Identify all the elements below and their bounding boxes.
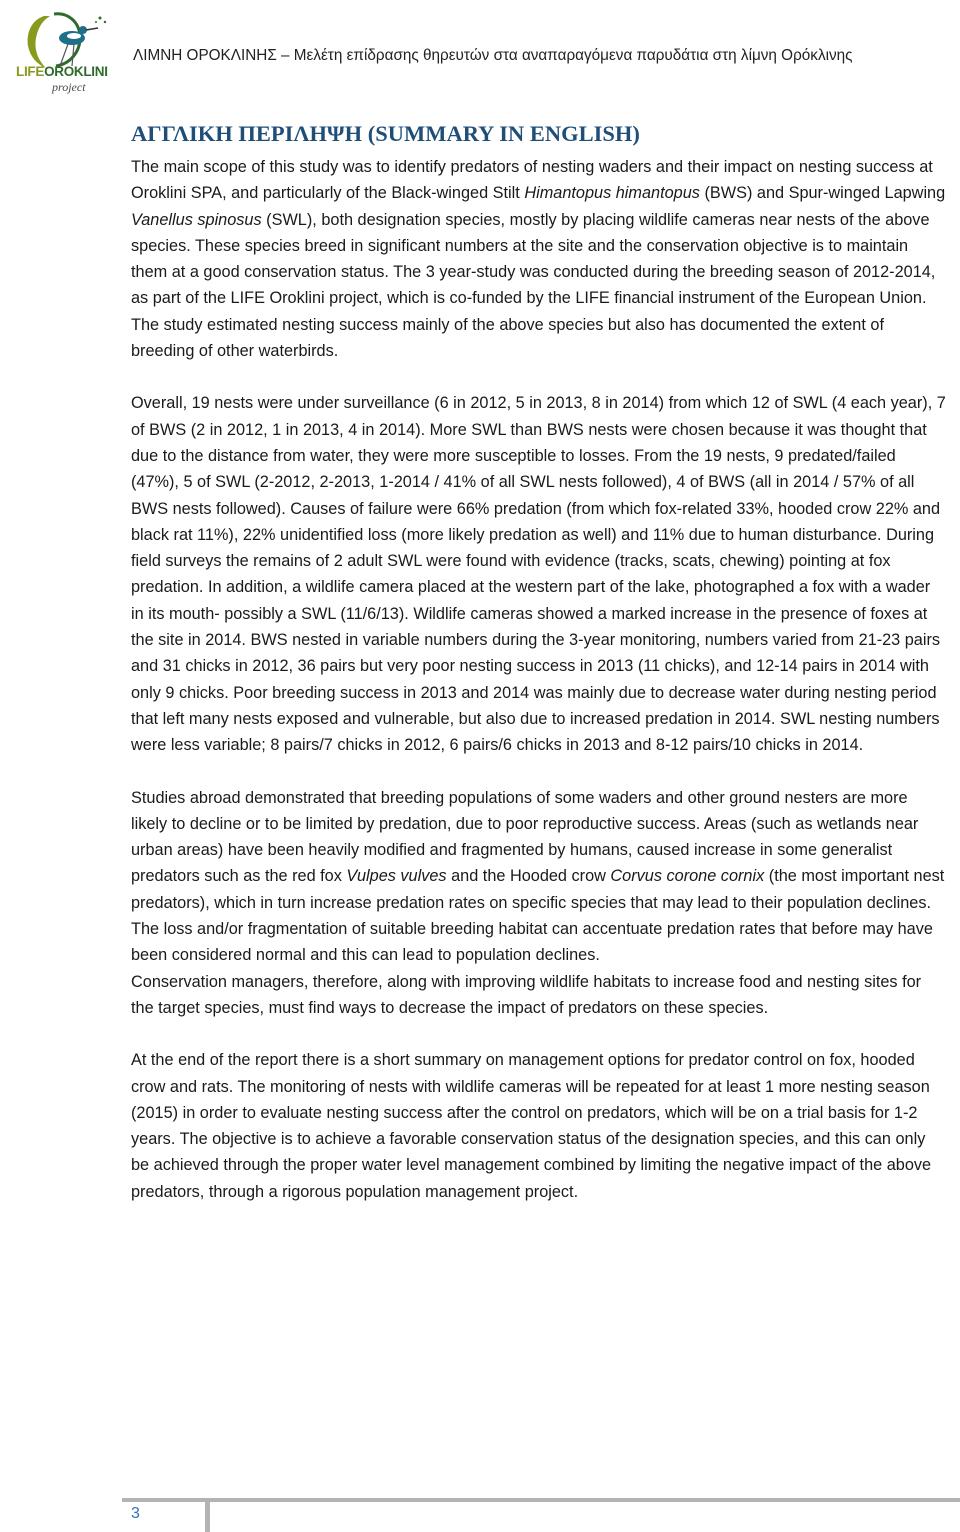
paragraph-text: The main scope of this study was to identify predators of nesting waders and their impact on nesting success at Oroklini SPA, and particularly of the Black-winged Stilt: [131, 158, 933, 203]
running-header-title: ΛΙΜΝΗ ΟΡΟΚΛΙΝΗΣ – Μελέτη επίδρασης θηρευτών στα αναπαραγόμενα παρυδάτια στη λίμνη Ορόκλινης: [133, 47, 853, 64]
logo-brand-text: LIFEOROKLINI: [16, 64, 108, 79]
summary-heading: ΑΓΓΛΙΚΗ ΠΕΡΙΛΗΨΗ (SUMMARY IN ENGLISH): [131, 121, 640, 146]
species-name: Corvus corone cornix: [610, 867, 765, 886]
species-name: Vulpes vulves: [346, 867, 447, 886]
species-name: Vanellus spinosus: [131, 210, 262, 229]
species-name: Himantopus himantopus: [524, 184, 700, 203]
summary-paragraph-5: At the end of the report there is a short summary on management options for predator control on fox, hooded crow and rats. The monitoring of nests with wildlife cameras will be repeated for at least 1 more nesting season (2015) in order to evaluate nesting success after the control on predators, which will be on a trial basis for 1-2 years. The objective is to achieve a favorable conservation status of the designation species, and this can only be achieved through the proper water level management combined by limiting the negative impact of the above predators, through a rigorous population management project.: [131, 1051, 932, 1201]
footer-divider: [205, 1498, 210, 1532]
summary-paragraph-2: Overall, 19 nests were under surveillance (6 in 2012, 5 in 2013, 8 in 2014) from which 12 of SWL (4 each year), 7 of BWS (2 in 2012, 1 in 2013, 4 in 2014). More SWL than BWS nests were chosen because it was thought that due to the distance from water, they were more susceptible to losses. From the 19 nests, 9 predated/failed (47%), 5 of SWL (2-2012, 2-2013, 1-2014 / 41% of all SWL nests followed), 4 of BWS (all in 2014 / 57% of all BWS nests followed). Causes of failure were 66% predation (from which fox-related 33%, hooded crow 22% and black rat 11%), 22% unidentified loss (more likely predation as well) and 11% due to human disturbance. During field surveys the remains of 2 adult SWL were found with evidence (tracks, scats, chewing) pointing at fox predation. In addition, a wildlife camera placed at the western part of the lake, photographed a fox with a wader in its mouth- possibly a SWL (11/6/13). Wildlife cameras showed a marked increase in the presence of foxes at the site in 2014. BWS nested in variable numbers during the 3-year monitoring, numbers varied from 21-23 pairs and 31 chicks in 2012, 36 pairs but very poor nesting success in 2013 (11 chicks), and 12-14 pairs in 2014 with only 9 chicks. Poor breeding success in 2013 and 2014 was mainly due to decrease water during nesting period that left many nests exposed and vulnerable, but also due to increased predation in 2014. SWL nesting numbers were less variable; 8 pairs/7 chicks in 2012, 6 pairs/6 chicks in 2013 and 8-12 pairs/10 chicks in 2014.: [131, 394, 946, 755]
paragraph-text: (the most important nest predators), which in turn increase predation rates on specific species that may lead to their population declines. The loss and/or fragmentation of suitable breeding habitat can accentuate predation rates that before may have been considered normal and this can lead to population declines.: [131, 867, 945, 965]
paragraph-text: (SWL), both designation species, mostly by placing wildlife cameras near nests of the above species. These species breed in significant numbers at the site and the conservation objective is to maintain them at a good conservation status. The 3 year-study was conducted during the breeding season of 2012-2014, as part of the LIFE Oroklini project, which is co-funded by the LIFE financial instrument of the European Union. The study estimated nesting success mainly of the above species but also has documented the extent of breeding of other waterbirds.: [131, 210, 936, 361]
paragraph-text: Studies abroad demonstrated that breeding populations of some waders and other ground nesters are more likely to decline or to be limited by predation, due to poor reproductive success. Areas (such as wetlands near urban areas) have been heavily modified and fragmented by humans, caused increase in some generalist predators such as the red fox: [131, 788, 919, 886]
summary-section: [131, 117, 946, 1205]
summary-paragraph-1: [131, 154, 946, 364]
summary-paragraph-3: [131, 785, 946, 969]
page-number: 3: [131, 1505, 140, 1522]
footer-rule: [122, 1498, 960, 1502]
paragraph-text: (BWS) and Spur-winged Lapwing: [699, 184, 946, 203]
summary-paragraph-4: Conservation managers, therefore, along with improving wildlife habitats to increase food and nesting sites for the target species, must find ways to decrease the impact of predators on these species.: [131, 972, 922, 1017]
paragraph-text: and the Hooded crow: [446, 867, 611, 886]
logo-sub-text: project: [52, 80, 86, 94]
life-oroklini-logo: [14, 8, 114, 100]
